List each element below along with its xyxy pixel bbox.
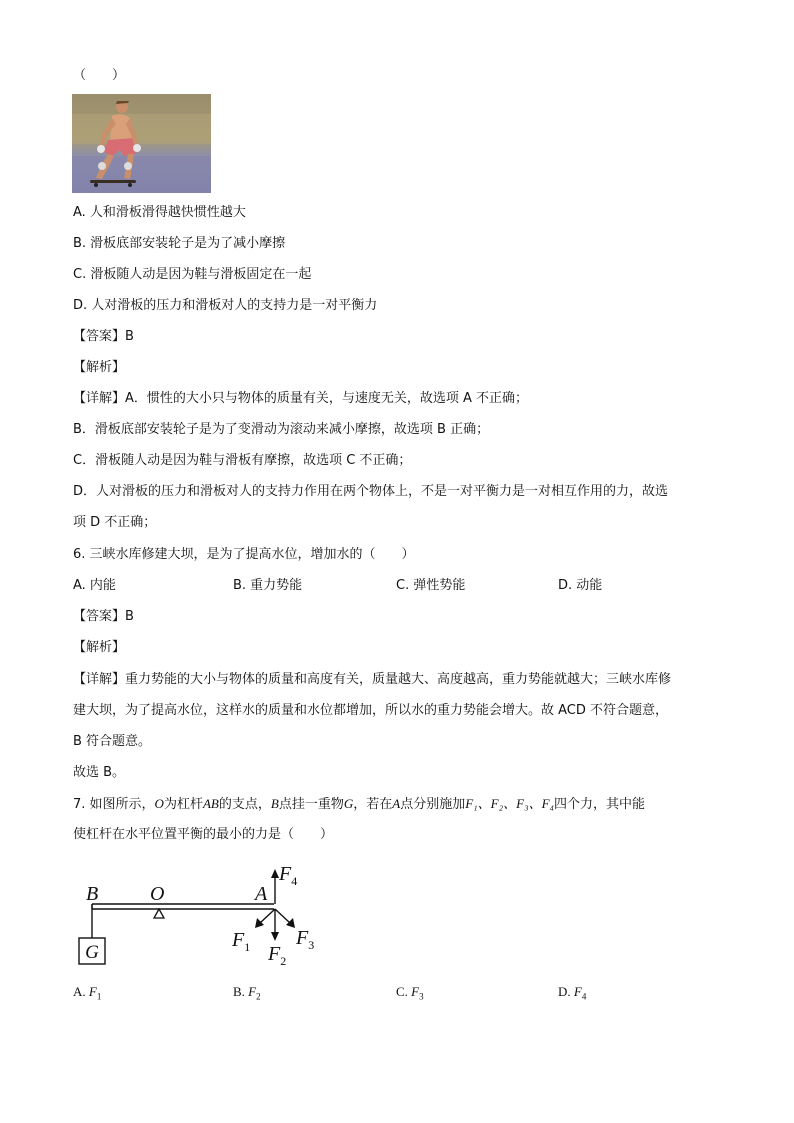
option-letter: A. [73, 984, 86, 999]
q7-option-a [73, 982, 101, 1007]
option-subscript: 4 [581, 991, 587, 1002]
point-label-a: A [255, 883, 268, 905]
weight-label-g: G [85, 942, 99, 963]
q6-option-a: A. 内能 [73, 578, 116, 593]
point-label-b: B [86, 883, 99, 905]
force-label-f2: $F_2$ [268, 943, 287, 968]
q7-stem-text: 为杠杆 [163, 797, 203, 812]
q5-option-d: D. 人对滑板的压力和滑板对人的支持力是一对平衡力 [73, 298, 378, 313]
q7-option-d [558, 982, 586, 1007]
q6-option-c: C. 弹性势能 [396, 578, 466, 593]
q5-option-c: C. 滑板随人动是因为鞋与滑板固定在一起 [73, 267, 312, 282]
q7-forces: F₁、F₂、F₃、F₄ [465, 796, 555, 811]
option-force: F [411, 984, 420, 999]
q6-conclusion: 故选 B。 [73, 765, 126, 780]
q6-answer: 【答案】B [73, 609, 134, 624]
option-letter: C. [396, 984, 408, 999]
q7-label-b: B [270, 796, 279, 811]
lever-diagram [70, 856, 340, 978]
q6-analysis-label: 【解析】 [73, 640, 126, 655]
q7-label-a: A [392, 796, 401, 811]
option-subscript: 1 [96, 991, 102, 1002]
q7-stem-text: 四个力，其中能 [554, 797, 646, 812]
q5-detail-line-2: B．滑板底部安装轮子是为了变滑动为滚动来减小摩擦，故选项 B 正确； [73, 422, 490, 437]
q7-stem-text: 点分别施加 [400, 797, 466, 812]
q7-stem-text: 点挂一重物 [278, 797, 344, 812]
q6-detail-line-2: 建大坝，为了提高水位，这样水的质量和水位都增加，所以水的重力势能会增大。故 ACD 不符合题意， [73, 703, 669, 718]
option-subscript: 3 [419, 991, 424, 1002]
q7-stem-text: 7. 如图所示， [73, 797, 155, 812]
force-label-f4: $F_4$ [279, 863, 298, 888]
q7-label-ab: AB [202, 796, 219, 811]
q5-option-a: A. 人和滑板滑得越快惯性越大 [73, 205, 246, 220]
force-label-f3: $F_3$ [296, 927, 315, 952]
option-force: F [88, 984, 97, 999]
q7-stem-line-1 [73, 794, 645, 815]
option-subscript: 2 [256, 991, 261, 1002]
q5-detail-line-3: C．滑板随人动是因为鞋与滑板有摩擦，故选项 C 不正确； [73, 453, 412, 468]
point-label-o: O [150, 883, 165, 905]
q7-stem-text: 的支点， [218, 797, 271, 812]
force-arrow-f1 [260, 909, 275, 923]
q5-analysis-label: 【解析】 [73, 360, 126, 375]
q7-stem-line-2: 使杠杆在水平位置平衡的最小的力是（ ） [73, 827, 334, 842]
fulcrum-triangle [154, 909, 164, 918]
q7-stem-text: ，若在 [353, 797, 393, 812]
q5-detail-line-4: D．人对滑板的压力和滑板对人的支持力作用在两个物体上，不是一对平衡力是一对相互作用的力，故选 [73, 484, 669, 499]
q5-answer: 【答案】B [73, 329, 134, 344]
q5-paren: （ ） [73, 68, 126, 83]
option-force: F [573, 984, 582, 999]
q6-detail-line-3: B 符合题意。 [73, 734, 152, 749]
force-arrow-f3 [275, 909, 290, 923]
q7-label-g: G [343, 796, 354, 811]
q6-option-d: D. 动能 [558, 578, 603, 593]
q5-option-b: B. 滑板底部安装轮子是为了减小摩擦 [73, 236, 286, 251]
q6-detail-line-1: 【详解】重力势能的大小与物体的质量和高度有关，质量越大、高度越高，重力势能就越大；三峡水库修 [73, 672, 672, 687]
q5-detail-line-1: 【详解】A．惯性的大小只与物体的质量有关，与速度无关，故选项 A 不正确； [73, 391, 529, 406]
q6-option-b: B. 重力势能 [233, 578, 303, 593]
skateboarder-photo [72, 94, 211, 193]
q5-detail-line-5: 项 D 不正确； [73, 515, 157, 530]
q6-stem: 6. 三峡水库修建大坝，是为了提高水位，增加水的（ ） [73, 547, 415, 562]
force-label-f1: $F_1$ [232, 929, 251, 954]
q7-option-c [396, 982, 424, 1007]
option-letter: D. [558, 984, 571, 999]
option-letter: B. [233, 984, 245, 999]
option-force: F [248, 984, 257, 999]
q7-label-o: O [154, 796, 164, 811]
q7-option-b [233, 982, 261, 1007]
